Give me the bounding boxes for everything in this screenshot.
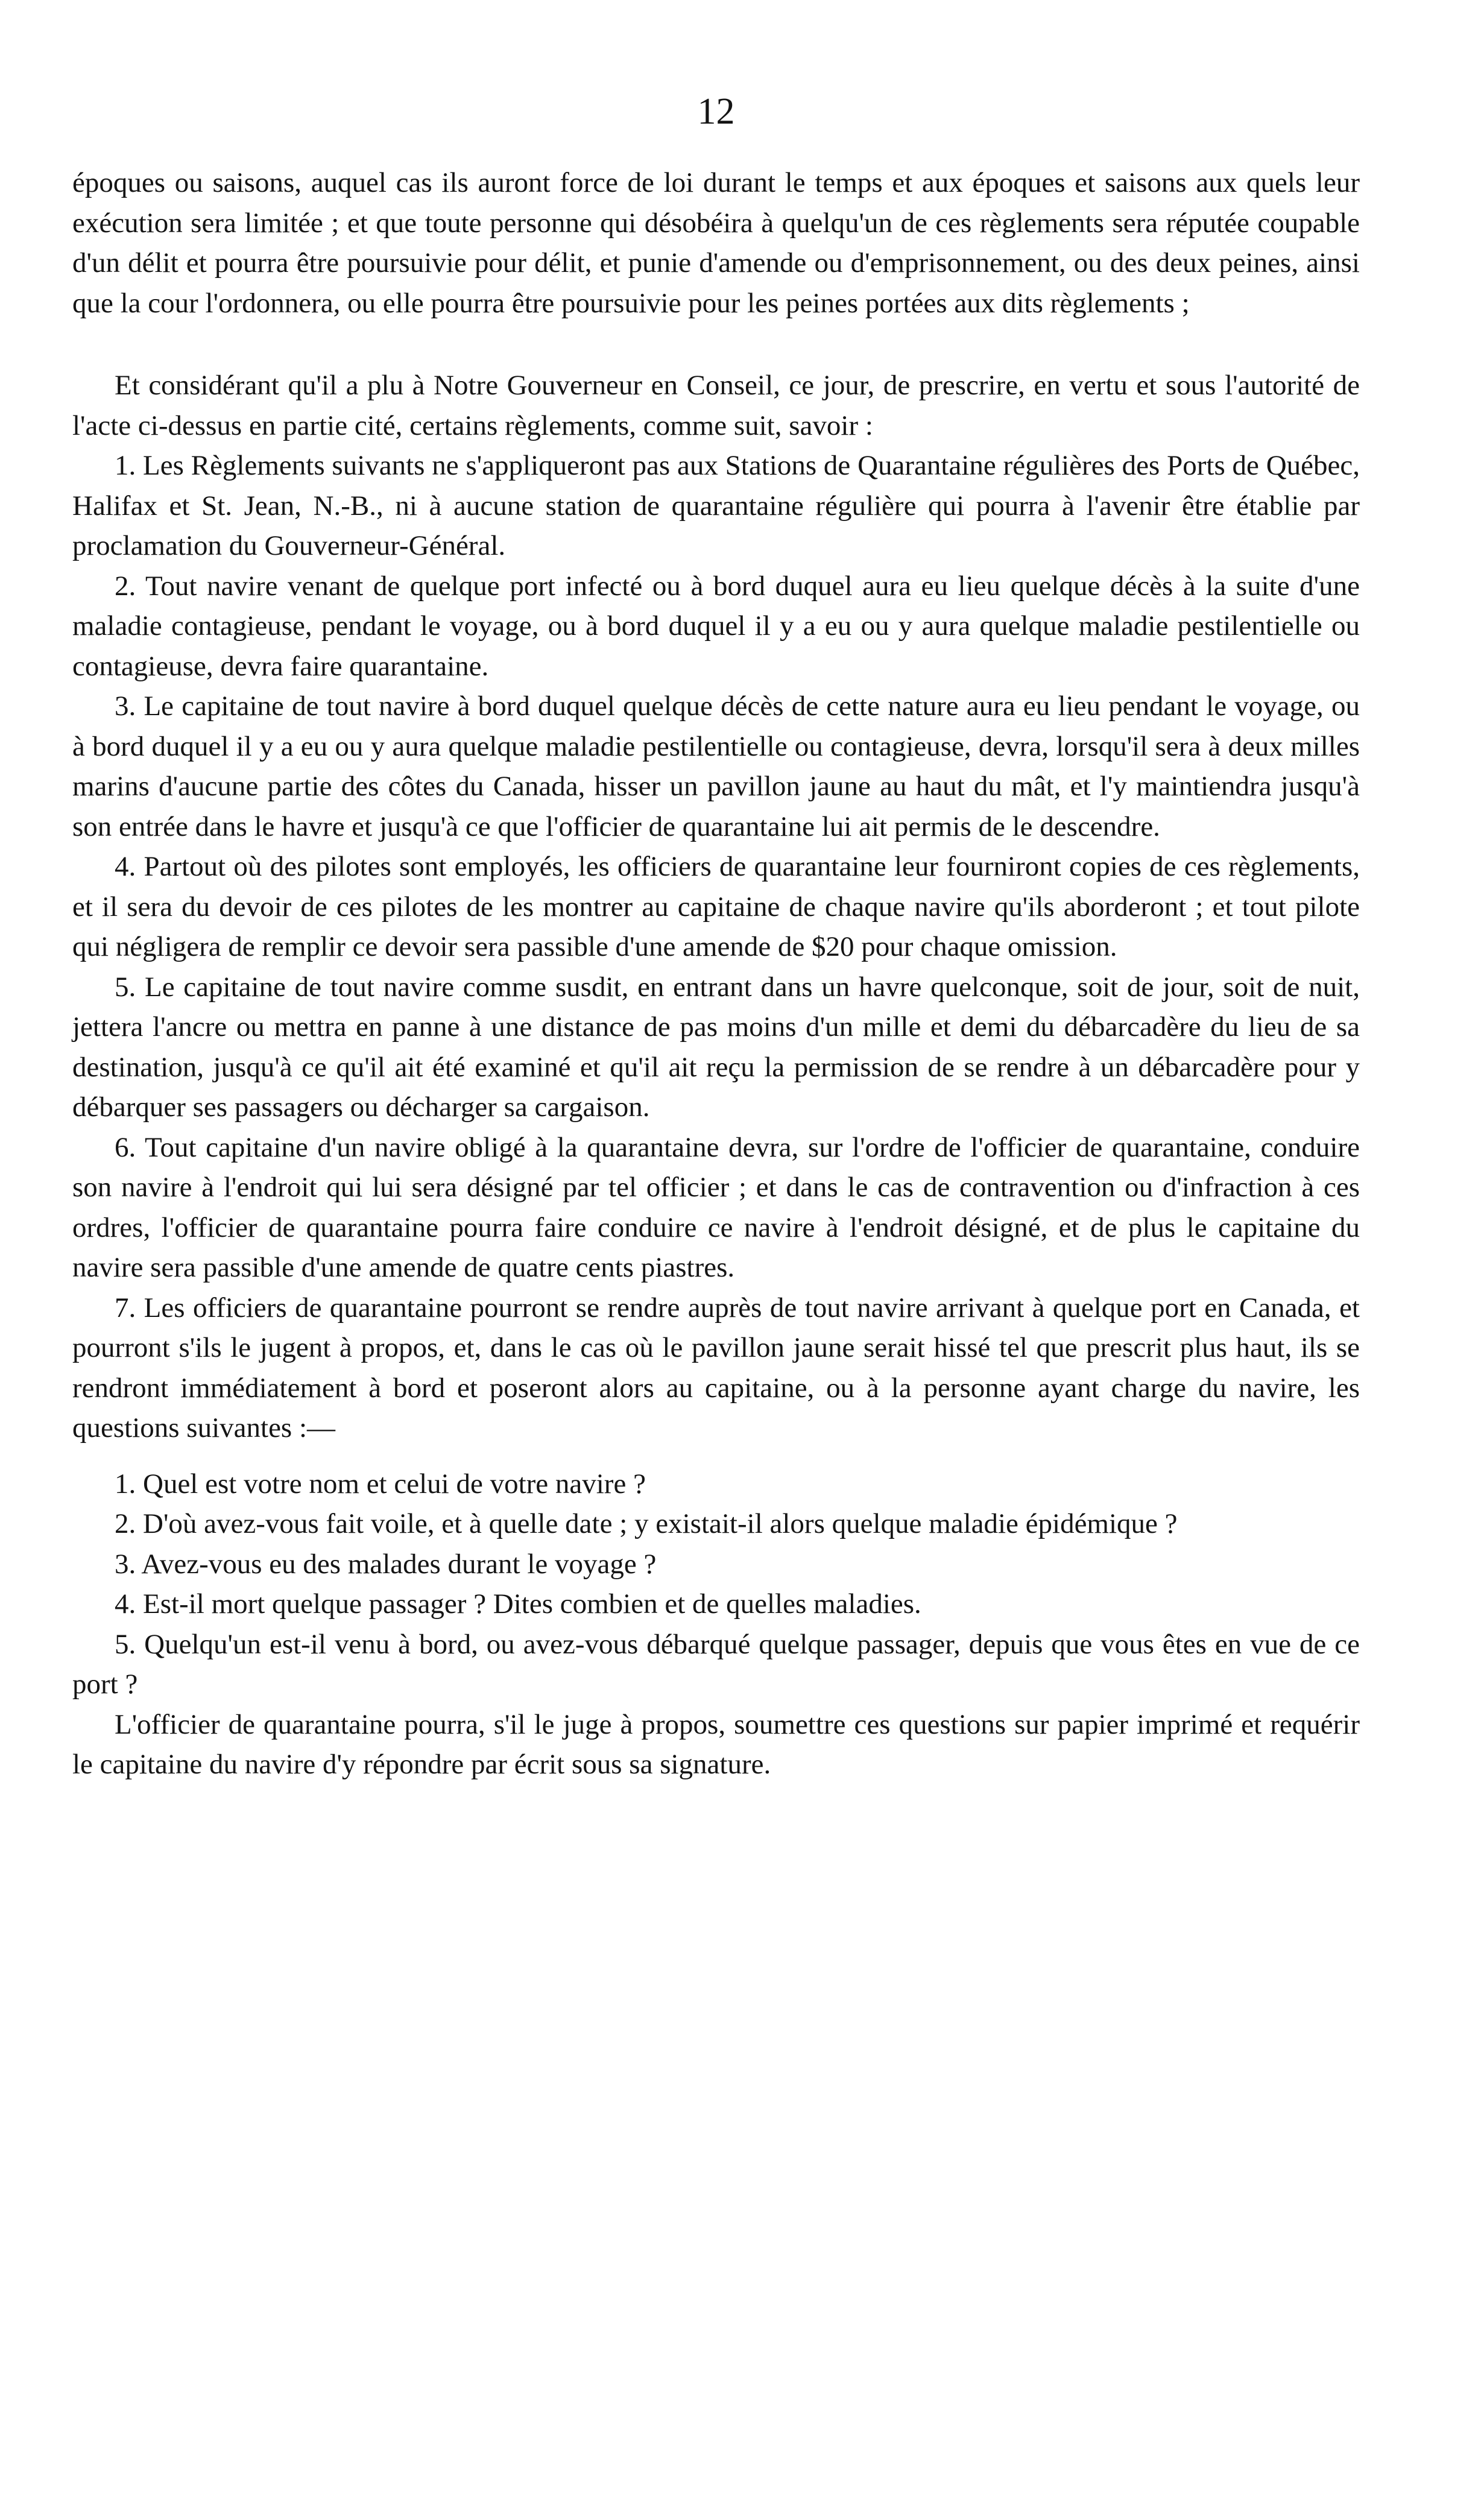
rule-4: 4. Partout où des pilotes sont employés, les officiers de quarantaine leur fourniront copies de ces règlements, et il sera du devoir de ces pilotes de les montrer au capitaine de chaque navire qu'ils aborderont ; et tout pilote qui négligera de remplir ce devoir sera passible d'une amende de $20 pour chaque omission. <box>72 851 1360 962</box>
question-2: 2. D'où avez-vous fait voile, et à quelle date ; y existait-il alors quelque maladie épidémique ? <box>115 1508 1178 1539</box>
document-page <box>72 90 1360 2478</box>
rule-3: 3. Le capitaine de tout navire à bord duquel quelque décès de cette nature aura eu lieu pendant le voyage, ou à bord duquel il y a eu ou y aura quelque maladie pestilentielle ou contagieuse, devra, lorsqu'il sera à deux milles marins d'aucune partie des côtes du Canada, hisser un pavillon jaune au haut du mât, et l'y maintiendra jusqu'à son entrée dans le havre et jusqu'à ce que l'officier de quarantaine lui ait permis de le descendre. <box>72 690 1360 842</box>
rule-2: 2. Tout navire venant de quelque port infecté ou à bord duquel aura eu lieu quelque décès à la suite d'une maladie contagieuse, pendant le voyage, ou à bord duquel il y a eu ou y aura quelque maladie pestilentielle ou contagieuse, devra faire quarantaine. <box>72 570 1360 682</box>
question-4: 4. Est-il mort quelque passager ? Dites combien et de quelles maladies. <box>115 1588 921 1620</box>
whereas-paragraph: Et considérant qu'il a plu à Notre Gouverneur en Conseil, ce jour, de prescrire, en vertu et sous l'autorité de l'acte ci-dessus en partie cité, certains règlements, comme suit, savoir : <box>72 370 1360 441</box>
rule-6: 6. Tout capitaine d'un navire obligé à la quarantaine devra, sur l'ordre de l'officier de quarantaine, conduire son navire à l'endroit qui lui sera désigné par tel officier ; et dans le cas de contravention ou d'infraction à ces ordres, l'officier de quarantaine pourra faire conduire ce navire à l'endroit désigné, et de plus le capitaine du navire sera passible d'une amende de quatre cents piastres. <box>72 1131 1360 1283</box>
question-5: 5. Quelqu'un est-il venu à bord, ou avez-vous débarqué quelque passager, depuis que vous êtes en vue de ce port ? <box>72 1628 1360 1700</box>
question-3: 3. Avez-vous eu des malades durant le voyage ? <box>115 1548 657 1580</box>
question-1: 1. Quel est votre nom et celui de votre navire ? <box>115 1468 646 1500</box>
paragraph-gap <box>72 323 1360 365</box>
rule-7: 7. Les officiers de quarantaine pourront se rendre auprès de tout navire arrivant à quelque port en Canada, et pourront s'ils le jugent à propos, et, dans le cas où le pavillon jaune serait hissé tel que prescrit plus haut, ils se rendront immédiatement à bord et poseront alors au capitaine, ou à la personne ayant charge du navire, les questions suivantes :— <box>72 1292 1360 1444</box>
rule-1: 1. Les Règlements suivants ne s'appliqueront pas aux Stations de Quarantaine régulières des Ports de Québec, Halifax et St. Jean, N.-B., ni à aucune station de quarantaine régulière qui pourra à l'avenir être établie par proclamation du Gouverneur-Général. <box>72 450 1360 561</box>
page-number: 12 <box>697 91 735 132</box>
question-gap <box>72 1448 1360 1464</box>
closing-paragraph: L'officier de quarantaine pourra, s'il le juge à propos, soumettre ces questions sur papier imprimé et requérir le capitaine du navire d'y répondre par écrit sous sa signature. <box>72 1708 1360 1780</box>
opening-paragraph: époques ou saisons, auquel cas ils auront force de loi durant le temps et aux époques et saisons aux quels leur exécution sera limitée ; et que toute personne qui désobéira à quelqu'un de ces règlements sera réputée coupable d'un délit et pourra être poursuivie pour délit, et punie d'amende ou d'emprisonnement, ou des deux peines, ainsi que la cour l'ordonnera, ou elle pourra être poursuivie pour les peines portées aux dits règlements ; <box>72 167 1360 319</box>
rule-5: 5. Le capitaine de tout navire comme susdit, en entrant dans un havre quelconque, soit de jour, soit de nuit, jettera l'ancre ou mettra en panne à une distance de pas moins d'un mille et demi du débarcadère du lieu de sa destination, jusqu'à ce qu'il ait été examiné et qu'il ait reçu la permission de se rendre à un débarcadère pour y débarquer ses passagers ou décharger sa cargaison. <box>72 971 1360 1123</box>
